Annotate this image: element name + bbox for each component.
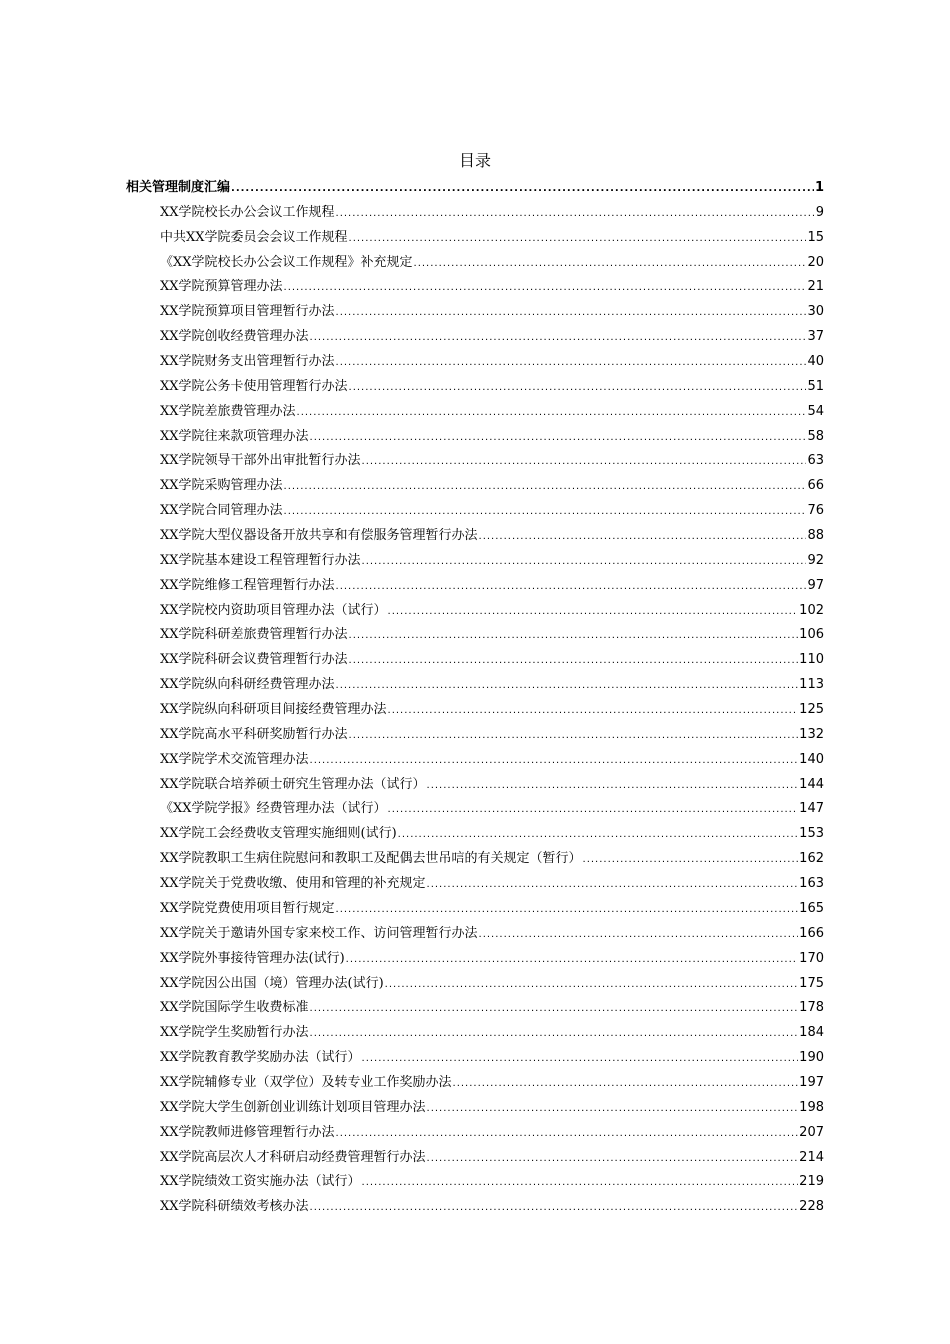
toc-page-number: 54 bbox=[807, 403, 824, 419]
toc-entry[interactable] bbox=[126, 922, 824, 947]
toc-page-number: 63 bbox=[807, 453, 824, 469]
dot-leader bbox=[336, 680, 799, 691]
toc-entry[interactable] bbox=[126, 872, 824, 897]
toc-entry-title: XX学院大学生创新创业训练计划项目管理办法 bbox=[160, 1099, 426, 1115]
toc-entry[interactable] bbox=[126, 375, 824, 400]
dot-leader bbox=[297, 407, 807, 418]
toc-entry[interactable] bbox=[126, 549, 824, 574]
toc-entry-title: XX学院学术交流管理办法 bbox=[160, 751, 309, 767]
toc-entry-title: XX学院教师进修管理暂行办法 bbox=[160, 1124, 335, 1140]
dot-leader bbox=[349, 233, 807, 244]
dot-leader bbox=[362, 1177, 799, 1188]
toc-page-number: 92 bbox=[807, 552, 824, 568]
toc-page-number: 113 bbox=[799, 677, 824, 693]
dot-leader bbox=[310, 432, 807, 443]
toc-entry[interactable] bbox=[126, 400, 824, 425]
toc-entry[interactable] bbox=[126, 449, 824, 474]
dot-leader bbox=[479, 929, 799, 940]
dot-leader bbox=[336, 357, 807, 368]
toc-page-number: 207 bbox=[799, 1124, 824, 1140]
toc-entry-title: 中共XX学院委员会会议工作规程 bbox=[160, 229, 348, 245]
toc-entry-title: 《XX学院学报》经费管理办法（试行） bbox=[160, 801, 387, 817]
toc-page-number: 21 bbox=[807, 279, 824, 295]
toc-entry[interactable] bbox=[126, 1170, 824, 1195]
dot-leader bbox=[427, 1103, 799, 1114]
toc-entry[interactable] bbox=[126, 1121, 824, 1146]
dot-leader bbox=[310, 1003, 799, 1014]
toc-entry[interactable] bbox=[126, 648, 824, 673]
toc-page-number: 125 bbox=[799, 702, 824, 718]
toc-entry-title: XX学院校内资助项目管理办法（试行） bbox=[160, 602, 387, 618]
toc-page-number: 163 bbox=[799, 876, 824, 892]
toc-page-number: 144 bbox=[799, 776, 824, 792]
toc-entry-title: XX学院国际学生收费标准 bbox=[160, 1000, 309, 1016]
toc-page-number: 97 bbox=[807, 577, 824, 593]
toc-entry[interactable] bbox=[126, 300, 824, 325]
toc-entry-title: XX学院大型仪器设备开放共享和有偿服务管理暂行办法 bbox=[160, 528, 478, 544]
toc-entry-title: XX学院关于党费收缴、使用和管理的补充规定 bbox=[160, 876, 426, 892]
toc-entry-title: XX学院辅修专业（双学位）及转专业工作奖励办法 bbox=[160, 1074, 452, 1090]
dot-leader bbox=[427, 780, 799, 791]
toc-entry-title: XX学院工会经费收支管理实施细则(试行) bbox=[160, 826, 397, 842]
toc-page-number: 1 bbox=[814, 180, 824, 195]
toc-page-number: 219 bbox=[799, 1174, 824, 1190]
dot-leader bbox=[310, 1202, 799, 1213]
toc-entry[interactable] bbox=[126, 201, 824, 226]
toc-page-number: 170 bbox=[799, 950, 824, 966]
toc-entry[interactable] bbox=[126, 251, 824, 276]
toc-entry[interactable] bbox=[126, 1071, 824, 1096]
toc-page-number: 20 bbox=[807, 254, 824, 270]
toc-entry[interactable] bbox=[126, 996, 824, 1021]
dot-leader bbox=[310, 332, 807, 343]
toc-entry-title: XX学院校长办公会议工作规程 bbox=[160, 204, 335, 220]
toc-entry[interactable] bbox=[126, 226, 824, 251]
toc-entry[interactable] bbox=[126, 574, 824, 599]
table-of-contents bbox=[126, 176, 824, 1220]
toc-entry-title: XX学院高水平科研奖励暂行办法 bbox=[160, 726, 348, 742]
toc-entry-title: XX学院纵向科研经费管理办法 bbox=[160, 677, 335, 693]
dot-leader bbox=[385, 979, 799, 990]
toc-entry-title: XX学院合同管理办法 bbox=[160, 503, 283, 519]
toc-page-number: 198 bbox=[799, 1099, 824, 1115]
dot-leader bbox=[362, 556, 807, 567]
dot-leader bbox=[310, 1028, 799, 1039]
toc-entry-title: XX学院科研绩效考核办法 bbox=[160, 1199, 309, 1215]
toc-entry-title: XX学院采购管理办法 bbox=[160, 478, 283, 494]
toc-page-number: 9 bbox=[815, 204, 824, 220]
toc-page-number: 214 bbox=[799, 1149, 824, 1165]
toc-entry[interactable] bbox=[126, 425, 824, 450]
dot-leader bbox=[388, 606, 799, 617]
toc-entry[interactable] bbox=[126, 623, 824, 648]
toc-entry[interactable] bbox=[126, 499, 824, 524]
toc-page-number: 175 bbox=[799, 975, 824, 991]
toc-page-number: 51 bbox=[807, 378, 824, 394]
toc-page-number: 184 bbox=[799, 1025, 824, 1041]
toc-entry[interactable] bbox=[126, 673, 824, 698]
toc-page-number: 178 bbox=[799, 1000, 824, 1016]
dot-leader bbox=[349, 630, 799, 641]
toc-entry[interactable] bbox=[126, 797, 824, 822]
toc-section-entry[interactable] bbox=[126, 176, 824, 201]
toc-page-number: 147 bbox=[799, 801, 824, 817]
toc-entry[interactable] bbox=[126, 474, 824, 499]
dot-leader bbox=[349, 382, 807, 393]
toc-page-number: 190 bbox=[799, 1050, 824, 1066]
toc-page-number: 153 bbox=[799, 826, 824, 842]
toc-page-number: 166 bbox=[799, 925, 824, 941]
toc-entry-title: XX学院预算管理办法 bbox=[160, 279, 283, 295]
toc-entry[interactable] bbox=[126, 325, 824, 350]
toc-entry-title: XX学院纵向科研项目间接经费管理办法 bbox=[160, 702, 387, 718]
dot-leader bbox=[398, 829, 799, 840]
toc-page-number: 228 bbox=[799, 1199, 824, 1215]
dot-leader bbox=[284, 481, 807, 492]
toc-entry-title: 相关管理制度汇编 bbox=[126, 180, 231, 195]
toc-entry[interactable] bbox=[126, 897, 824, 922]
toc-entry-title: XX学院财务支出管理暂行办法 bbox=[160, 354, 335, 370]
dot-leader bbox=[336, 307, 807, 318]
toc-page-number: 76 bbox=[807, 503, 824, 519]
toc-page-number: 132 bbox=[799, 726, 824, 742]
toc-entry[interactable] bbox=[126, 599, 824, 624]
toc-entry-title: XX学院差旅费管理办法 bbox=[160, 403, 296, 419]
toc-entry[interactable] bbox=[126, 698, 824, 723]
toc-entry-title: XX学院维修工程管理暂行办法 bbox=[160, 577, 335, 593]
toc-entry-title: XX学院教职工生病住院慰问和教职工及配偶去世吊唁的有关规定（暂行） bbox=[160, 851, 582, 867]
dot-leader bbox=[336, 904, 799, 915]
dot-leader bbox=[349, 730, 799, 741]
toc-entry-title: XX学院绩效工资实施办法（试行） bbox=[160, 1174, 361, 1190]
toc-page-number: 110 bbox=[799, 652, 824, 668]
toc-page-number: 165 bbox=[799, 900, 824, 916]
toc-entry-title: XX学院党费使用项目暂行规定 bbox=[160, 900, 335, 916]
toc-page-number: 58 bbox=[807, 428, 824, 444]
dot-leader bbox=[388, 804, 799, 815]
toc-entry-title: XX学院高层次人才科研启动经费管理暂行办法 bbox=[160, 1149, 426, 1165]
toc-entry-title: XX学院往来款项管理办法 bbox=[160, 428, 309, 444]
toc-page-number: 30 bbox=[807, 304, 824, 320]
dot-leader bbox=[414, 258, 807, 269]
dot-leader bbox=[453, 1078, 799, 1089]
dot-leader bbox=[231, 183, 814, 194]
toc-entry[interactable] bbox=[126, 972, 824, 997]
toc-entry[interactable] bbox=[126, 1021, 824, 1046]
toc-page-number: 88 bbox=[807, 528, 824, 544]
toc-entry[interactable] bbox=[126, 1146, 824, 1171]
toc-entry-title: XX学院教育教学奖励办法（试行） bbox=[160, 1050, 361, 1066]
toc-entry-title: XX学院科研差旅费管理暂行办法 bbox=[160, 627, 348, 643]
toc-page-number: 40 bbox=[807, 354, 824, 370]
toc-page-number: 162 bbox=[799, 851, 824, 867]
toc-page-number: 102 bbox=[799, 602, 824, 618]
toc-entry-title: XX学院学生奖励暂行办法 bbox=[160, 1025, 309, 1041]
toc-entry-title: XX学院联合培养硕士研究生管理办法（试行） bbox=[160, 776, 426, 792]
dot-leader bbox=[336, 1128, 799, 1139]
toc-entry[interactable] bbox=[126, 1046, 824, 1071]
toc-entry[interactable] bbox=[126, 947, 824, 972]
toc-page-number: 37 bbox=[807, 329, 824, 345]
toc-page-number: 15 bbox=[807, 229, 824, 245]
dot-leader bbox=[388, 705, 799, 716]
dot-leader bbox=[583, 854, 799, 865]
toc-entry-title: XX学院领导干部外出审批暂行办法 bbox=[160, 453, 361, 469]
dot-leader bbox=[336, 581, 807, 592]
toc-page-number: 140 bbox=[799, 751, 824, 767]
dot-leader bbox=[427, 1153, 799, 1164]
toc-entry[interactable] bbox=[126, 275, 824, 300]
toc-entry-title: XX学院外事接待管理办法(试行) bbox=[160, 950, 345, 966]
toc-entry[interactable] bbox=[126, 748, 824, 773]
toc-entry-title: 《XX学院校长办公会议工作规程》补充规定 bbox=[160, 254, 413, 270]
toc-entry-title: XX学院关于邀请外国专家来校工作、访问管理暂行办法 bbox=[160, 925, 478, 941]
toc-page-number: 197 bbox=[799, 1074, 824, 1090]
toc-entry-title: XX学院基本建设工程管理暂行办法 bbox=[160, 552, 361, 568]
toc-entry[interactable] bbox=[126, 524, 824, 549]
toc-entry[interactable] bbox=[126, 723, 824, 748]
dot-leader bbox=[310, 755, 799, 766]
toc-entry-title: XX学院预算项目管理暂行办法 bbox=[160, 304, 335, 320]
dot-leader bbox=[479, 531, 807, 542]
toc-entry[interactable] bbox=[126, 822, 824, 847]
toc-entry[interactable] bbox=[126, 1096, 824, 1121]
dot-leader bbox=[362, 456, 807, 467]
dot-leader bbox=[336, 208, 815, 219]
dot-leader bbox=[362, 1053, 799, 1064]
toc-title: 目录 bbox=[458, 151, 491, 170]
toc-entry-title: XX学院因公出国（境）管理办法(试行) bbox=[160, 975, 384, 991]
toc-entry-title: XX学院公务卡使用管理暂行办法 bbox=[160, 378, 348, 394]
toc-entry[interactable] bbox=[126, 847, 824, 872]
dot-leader bbox=[349, 655, 799, 666]
toc-page-number: 106 bbox=[799, 627, 824, 643]
dot-leader bbox=[284, 282, 807, 293]
toc-page-number: 66 bbox=[807, 478, 824, 494]
dot-leader bbox=[427, 879, 799, 890]
toc-entry[interactable] bbox=[126, 773, 824, 798]
toc-entry[interactable] bbox=[126, 1195, 824, 1220]
dot-leader bbox=[346, 954, 799, 965]
toc-entry[interactable] bbox=[126, 350, 824, 375]
dot-leader bbox=[284, 506, 807, 517]
toc-entry-title: XX学院科研会议费管理暂行办法 bbox=[160, 652, 348, 668]
toc-entry-title: XX学院创收经费管理办法 bbox=[160, 329, 309, 345]
